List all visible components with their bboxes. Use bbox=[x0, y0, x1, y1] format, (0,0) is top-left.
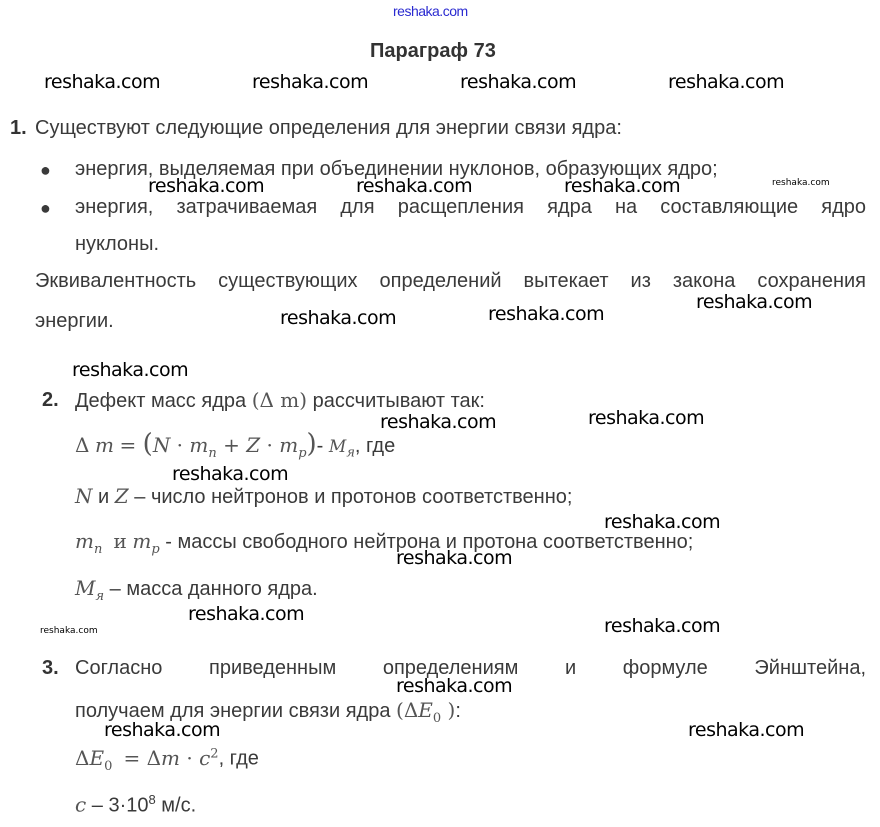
site-logo[interactable]: reshaka.com bbox=[393, 3, 468, 19]
section-line: получаем для энергии связи ядра ($\Delta E_0$ ): bbox=[75, 698, 461, 726]
list-item: энергия, выделяемая при объединении нуклонов, образующих ядро; bbox=[75, 158, 718, 180]
watermark: reshaka.com bbox=[280, 307, 397, 329]
bullet-icon: ● bbox=[40, 160, 51, 180]
watermark: reshaka.com bbox=[356, 175, 473, 197]
watermark: reshaka.com bbox=[488, 303, 605, 325]
page-title: Параграф 73 bbox=[370, 40, 496, 62]
watermark: reshaka.com bbox=[460, 71, 577, 93]
section-intro: Существуют следующие определения для энергии связи ядра: bbox=[35, 117, 622, 139]
watermark: reshaka.com bbox=[188, 603, 305, 625]
delta-m-math: (Δ m) bbox=[251, 388, 308, 412]
watermark-small: reshaka.com bbox=[40, 626, 98, 636]
watermark: reshaka.com bbox=[104, 719, 221, 741]
section-line: Согласно приведенным определениям и формуле Эйнштейна, bbox=[75, 657, 866, 679]
watermark: reshaka.com bbox=[148, 175, 265, 197]
section-intro: Дефект масс ядра (Δ m) рассчитывают так: bbox=[75, 388, 485, 412]
watermark: reshaka.com bbox=[588, 407, 705, 429]
watermark: reshaka.com bbox=[696, 291, 813, 313]
speed-of-light: $c - 3\cdot 10^8$ м/с. bbox=[75, 792, 197, 817]
watermark: reshaka.com bbox=[668, 71, 785, 93]
paragraph-end: энергии. bbox=[35, 310, 114, 332]
section-number: 2. bbox=[42, 389, 59, 411]
watermark: reshaka.com bbox=[564, 175, 681, 197]
watermark: reshaka.com bbox=[44, 71, 161, 93]
m-nucleus-definition: $M_я$ – масса данного ядра. bbox=[75, 576, 318, 604]
watermark-small: reshaka.com bbox=[772, 178, 830, 188]
section-number: 1. bbox=[10, 117, 27, 139]
watermark: reshaka.com bbox=[380, 411, 497, 433]
mass-defect-formula: Δ $m = (N \cdot m_n + Z \cdot m_p)-$ $M_я$, где bbox=[75, 429, 396, 461]
binding-energy-formula: $\Delta E_0 = \Delta m \cdot c^2$, где bbox=[75, 745, 259, 774]
paragraph: Эквивалентность существующих определений вытекает из закона сохранения bbox=[35, 270, 866, 292]
watermark: reshaka.com bbox=[172, 463, 289, 485]
watermark: reshaka.com bbox=[688, 719, 805, 741]
section-number: 3. bbox=[42, 657, 59, 679]
list-item: энергия, затрачиваемая для расщепления ядра на составляющие ядро bbox=[75, 196, 866, 218]
watermark: reshaka.com bbox=[604, 615, 721, 637]
nz-definition: N и Z – число нейтронов и протонов соответственно; bbox=[75, 484, 573, 508]
watermark: reshaka.com bbox=[604, 511, 721, 533]
list-item-continuation: нуклоны. bbox=[75, 233, 160, 255]
watermark: reshaka.com bbox=[72, 359, 189, 381]
watermark: reshaka.com bbox=[252, 71, 369, 93]
mn-mp-definition: $m_n$ и $m_p$ - массы свободного нейтрона и протона соответственно; bbox=[75, 529, 694, 557]
bullet-icon: ● bbox=[40, 198, 51, 218]
watermark: reshaka.com bbox=[396, 675, 513, 697]
watermark: reshaka.com bbox=[396, 547, 513, 569]
